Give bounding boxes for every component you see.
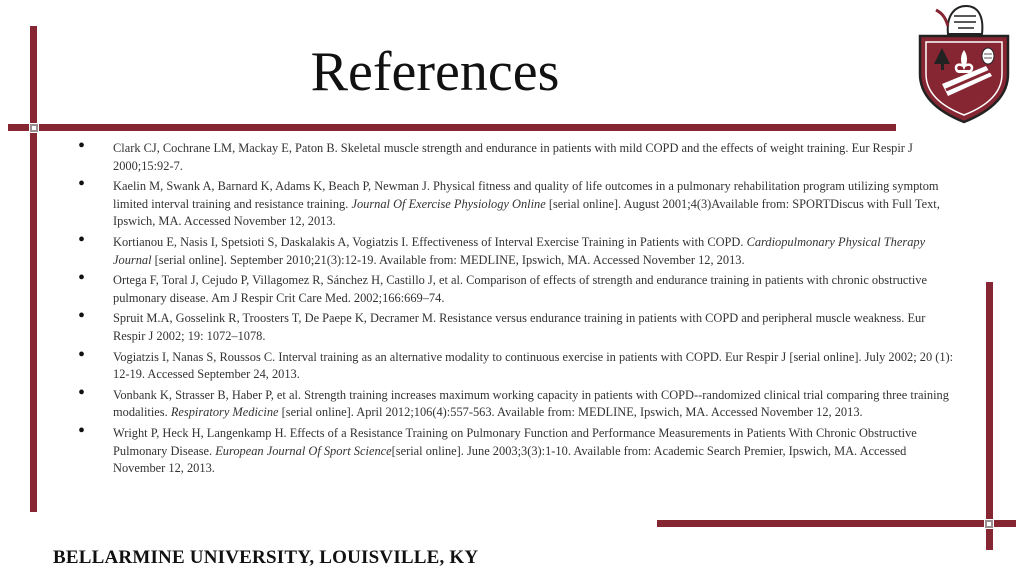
reference-item bbox=[78, 267, 958, 307]
reference-item bbox=[78, 381, 958, 422]
reference-text: Ortega F, Toral J, Cejudo P, Villagomez R, Sánchez H, Castillo J, et al. Comparison of effects of strength and endurance training in patients with chronic obstructive pulmonary disease. Am J Respir Crit Care Med. 2002;166:669–74. bbox=[113, 273, 927, 305]
reference-item bbox=[78, 228, 958, 269]
bottom-horizontal-bar bbox=[657, 520, 1016, 527]
knight-shield-crest-icon bbox=[912, 4, 1016, 124]
reference-item bbox=[78, 305, 958, 345]
right-vertical-bar bbox=[986, 282, 993, 550]
reference-text: [serial online]. April 2012;106(4):557-563. Available from: MEDLINE, Ipswich, MA. Accessed November 12, 2013. bbox=[278, 405, 863, 420]
reference-text: Wright P, Heck H, Langenkamp H. Effects of a Resistance Training on Pulmonary Function and Performance Measurements in Patients With Chronic Obstructive Pulmonary Disease. bbox=[113, 425, 917, 458]
bullet-icon: • bbox=[78, 173, 86, 196]
reference-item bbox=[78, 135, 958, 175]
journal-title: Respiratory Medicine bbox=[170, 405, 279, 420]
bullet-icon: • bbox=[78, 419, 86, 442]
journal-title: Cardiopulmonary Physical Therapy Journal bbox=[113, 234, 926, 267]
reference-text: Vogiatzis I, Nanas S, Roussos C. Interval training as an alternative modality to continuous exercise in patients with COPD. Eur Respir J [serial online]. July 2002; 20 (1): 12-19. Accessed September 24, 2013. bbox=[113, 349, 954, 382]
page-title: References bbox=[310, 41, 560, 103]
reference-item bbox=[78, 419, 958, 478]
bullet-icon: • bbox=[78, 343, 86, 366]
left-vertical-bar bbox=[30, 26, 37, 512]
reference-text: [serial online]. August 2001;4(3)Available from: SPORTDiscus with Full Text, Ipswich, MA. Accessed November 12, 2013. bbox=[113, 196, 940, 229]
reference-item bbox=[78, 173, 958, 231]
reference-text: Vonbank K, Strasser B, Haber P, et al. Strength training increases maximum working capacity in patients with COPD--randomized clinical trial comparing three training modalities. bbox=[113, 387, 949, 420]
bullet-icon: • bbox=[78, 228, 86, 251]
bottom-right-corner-marker bbox=[984, 519, 994, 529]
journal-title: European Journal Of Sport Science bbox=[215, 443, 392, 458]
reference-text: Kaelin M, Swank A, Barnard K, Adams K, Beach P, Newman J. Physical fitness and quality of life outcomes in a pulmonary rehabilitation program utilizing symptom limited interval training and resistance training. bbox=[113, 179, 939, 211]
top-left-corner-marker bbox=[29, 123, 39, 133]
reference-text: Clark CJ, Cochrane LM, Mackay E, Paton B. Skeletal muscle strength and endurance in patients with mild COPD and the effects of weight training. Eur Respir J 2000;15:92-7. bbox=[113, 141, 913, 173]
reference-text: [serial online]. September 2010;21(3):12-19. Available from: MEDLINE, Ipswich, MA. Accessed November 12, 2013. bbox=[151, 252, 745, 267]
bullet-icon: • bbox=[78, 135, 86, 157]
reference-item bbox=[78, 343, 958, 384]
journal-title: Journal Of Exercise Physiology Online bbox=[351, 196, 546, 211]
bullet-icon: • bbox=[78, 305, 86, 328]
top-horizontal-bar bbox=[8, 124, 896, 131]
bullet-icon: • bbox=[78, 267, 86, 290]
reference-text: Spruit M.A, Gosselink R, Troosters T, De Paepe K, Decramer M. Resistance versus endurance training in patients with COPD and peripheral muscle weakness. Eur Respir J 2002; 19: 1072–1078. bbox=[113, 311, 926, 343]
reference-text: Kortianou E, Nasis I, Spetsioti S, Daskalakis A, Vogiatzis I. Effectiveness of Interval Exercise Training in Patients with COPD. bbox=[113, 234, 747, 249]
references-list bbox=[78, 135, 958, 481]
reference-text: [serial online]. June 2003;3(3):1-10. Available from: Academic Search Premier, Ipswich, MA. Accessed November 12, 2013. bbox=[113, 443, 907, 476]
footer-university-name: BELLARMINE UNIVERSITY, LOUISVILLE, KY bbox=[53, 547, 479, 568]
bullet-icon: • bbox=[78, 381, 86, 404]
